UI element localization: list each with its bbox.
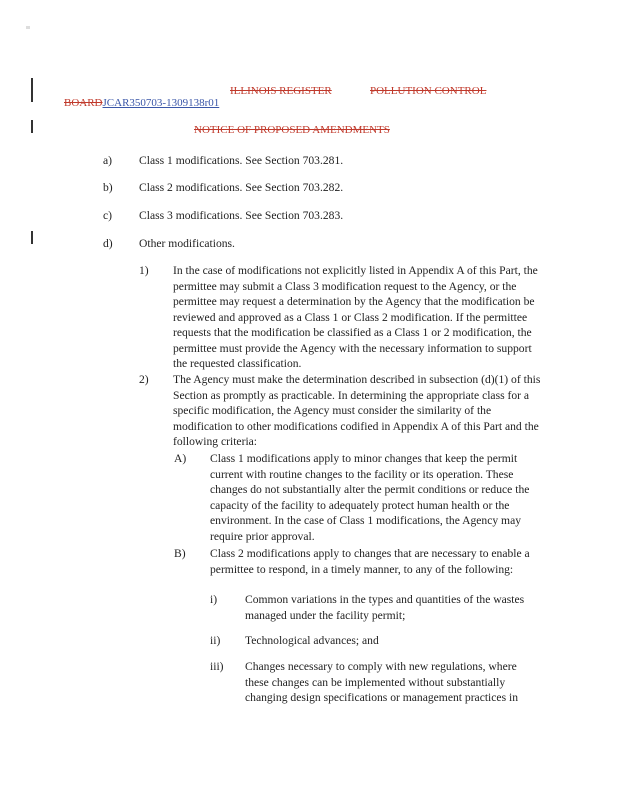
item-label: d)	[103, 237, 113, 250]
header-notice-deleted: NOTICE OF PROPOSED AMENDMENTS	[194, 124, 390, 136]
roman-paragraph: Changes necessary to comply with new regulations, where these changes can be implemented without substantially changing design specifications or management practices in	[245, 660, 519, 704]
header-register-deleted: ILLINOIS REGISTER	[230, 85, 332, 97]
scan-speck	[26, 26, 30, 29]
header-board-line	[64, 96, 219, 112]
header-pollution-deleted: POLLUTION CONTROL	[370, 85, 487, 97]
item-label: c)	[103, 209, 113, 222]
sub-paragraph: In the case of modifications not explicitly listed in Appendix A of this Part, the permittee may submit a Class 3 modification request to the Agency, or the permittee may request a determination by the Agency that the modification be reviewed and approved as a Class 1 or Class 2 modification. If the permittee requests that the modification be classified as a Class 1 or 2 modification, the permittee must provide the Agency with the necessary information to support the requested classification.	[173, 264, 538, 370]
header-board-deleted: BOARD	[64, 97, 103, 109]
roman-label: ii)	[210, 634, 221, 647]
change-bar	[31, 231, 33, 244]
criterion-label: B)	[174, 547, 186, 560]
sub-label: 1)	[139, 264, 149, 277]
item-label: b)	[103, 181, 113, 194]
criterion-paragraph: Class 2 modifications apply to changes that are necessary to enable a permittee to respond, in a timely manner, to any of the following:	[210, 547, 530, 576]
change-bar	[31, 120, 33, 133]
roman-paragraph: Common variations in the types and quantities of the wastes managed under the facility permit;	[245, 593, 525, 622]
roman-paragraph: Technological advances; and	[245, 634, 379, 647]
item-text: Class 2 modifications. See Section 703.282.	[139, 181, 344, 194]
criterion-paragraph: Class 1 modifications apply to minor changes that keep the permit current with routine changes to the facility or its operation. These changes do not substantially alter the permit conditions or reduce the capacity of the facility to adequately protect human health or the environment. In the case of Class 1 modifications, the Agency may require prior approval.	[210, 452, 530, 543]
item-text: Class 1 modifications. See Section 703.281.	[139, 154, 344, 167]
item-label: a)	[103, 154, 113, 167]
item-text: Class 3 modifications. See Section 703.283.	[139, 209, 344, 222]
roman-label: iii)	[210, 660, 224, 673]
header-ref-inserted: JCAR350703-1309138r01	[102, 97, 220, 109]
roman-label: i)	[210, 593, 218, 606]
criterion-label: A)	[174, 452, 187, 465]
item-text: Other modifications.	[139, 237, 235, 250]
sub-label: 2)	[139, 373, 149, 386]
sub-paragraph: The Agency must make the determination described in subsection (d)(1) of this Section as promptly as practicable. In determining the appropriate class for a specific modification, the Agency must consider the similarity of the modification to other modifications codified in Appendix A of this Part and the following criteria:	[173, 373, 541, 448]
change-bar	[31, 78, 33, 102]
